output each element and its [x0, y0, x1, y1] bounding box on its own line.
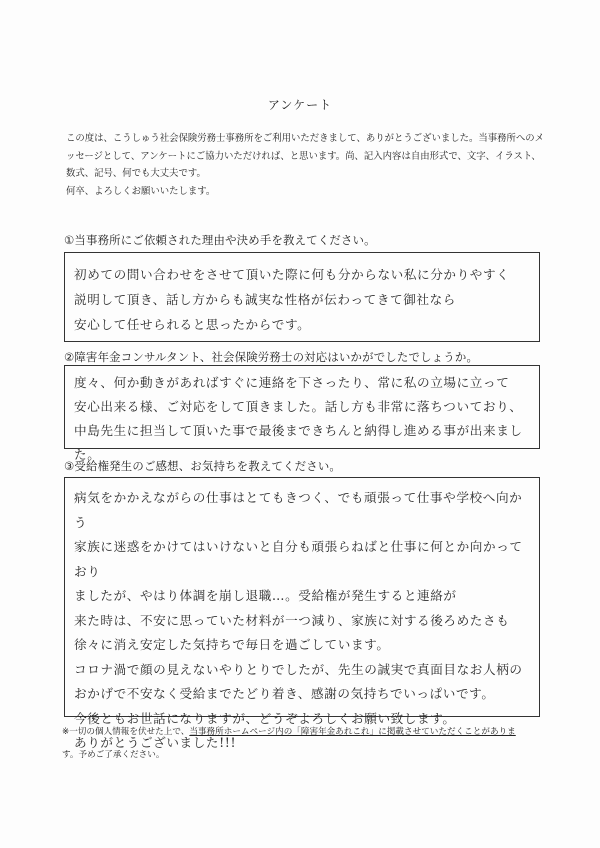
note-prefix: ※一切の個人情報を伏せた上で、 — [62, 727, 190, 737]
disclaimer-note — [62, 721, 542, 767]
answer-3-text: 病気をかかえながらの仕事はとてもきつく、でも頑張って仕事や学校へ向かう 家族に迷惑をかけてはいけないと自分も頑張らねばと仕事に何とか向かっており ましたが、やはり体調を崩し退職…。受給権が発生すると連絡が 来た時は、不安に思っていた材料が一つ減り、家族に対する後ろめたさも 徐々に消え安定した気持ちで毎日を過ごしています。 コロナ渦で顔の見えないやりとりでしたが、先生の誠実で真面目なお人柄の おかげで不安なく受給までたどり着き、感謝の気持ちでいっぱいです。 今後ともお世話になりますが、どうぞよろしくお願い致します。 ありがとうございました!!! — [74, 490, 523, 750]
question-3-label: ③受給権発生のご感想、お気持ちを教えてください。 — [64, 459, 341, 473]
question-1-label: ①当事務所にご依頼された理由や決め手を教えてください。 — [64, 233, 376, 247]
answer-1-text: 初めての問い合わせをさせて頂いた際に何も分からない私に分かりやすく 説明して頂き、話し方からも誠実な性格が伝わってきて御社なら 安心して任せられると思ったからです。 — [74, 267, 510, 332]
page-title: アンケート — [267, 98, 333, 112]
note-underlined-text: 当事務所ホームページ内の「障害年金あれこれ」に掲載させていただくことがありま — [189, 727, 516, 737]
intro-text: この度は、こうしゅう社会保険労務士事務所をご利用いただきまして、ありがとうございました。当事務所へのメッセージとして、アンケートにご協力いただければ、と思います。尚、記入内容は自由形式で、文字、イラスト、数式、記号、何でも大丈夫です。 何卒、よろしくお願いいたします。 — [66, 133, 544, 197]
answer-2-text: 度々、何か動きがあればすぐに連絡を下さったり、常に私の立場に立って 安心出来る様、ご対応をして頂きました。話し方も非常に落ちついており、 中島先生に担当して頂いた事で最後まできちんと納得し進める事が出来ました。 — [74, 375, 523, 462]
question-2-label: ②障害年金コンサルタント、社会保険労務士の対応はいかがでしたでしょうか。 — [64, 350, 479, 364]
note-suffix: す。予めご了承ください。 — [62, 750, 165, 760]
